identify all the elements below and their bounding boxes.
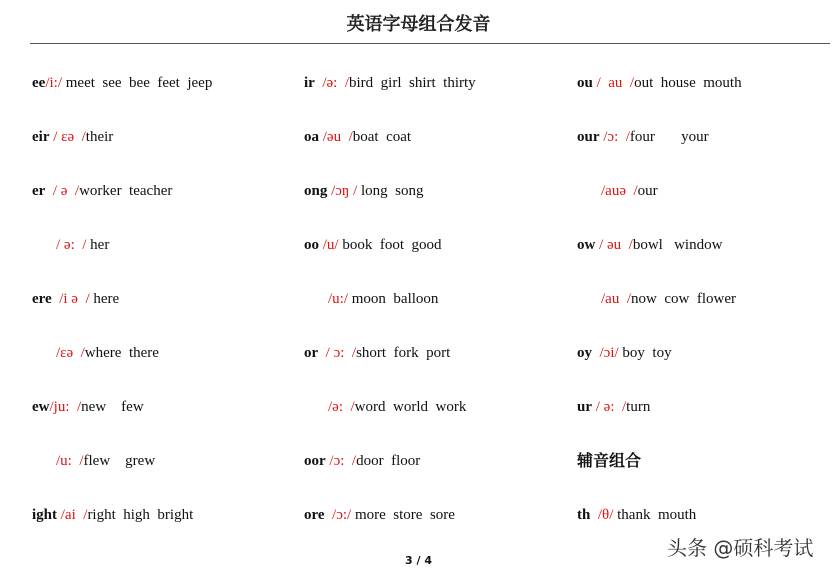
example-words: here <box>89 291 120 307</box>
example-words: now cow flower <box>631 291 736 307</box>
phonics-entry <box>304 235 476 289</box>
example-words: boat coat <box>352 129 412 145</box>
phonics-entry <box>577 181 742 235</box>
letter-combination: ou <box>577 75 593 91</box>
phonetic-symbol: / əu / <box>595 237 633 253</box>
watermark: 头条 @硕科考试 <box>667 536 814 560</box>
phonics-entry <box>32 451 212 505</box>
letter-combination: oor <box>304 453 326 469</box>
phonetic-symbol: /i:/ <box>45 75 62 91</box>
phonetic-symbol: /θ/ <box>590 507 618 523</box>
phonetic-symbol: /ə: / <box>328 399 355 415</box>
example-words: worker teacher <box>79 183 173 199</box>
phonics-entry <box>577 289 742 343</box>
column-2 <box>304 73 476 559</box>
phonetic-symbol: / ɔ: / <box>318 345 357 361</box>
page-number: 3 / 4 <box>405 554 432 567</box>
phonics-entry <box>32 343 212 397</box>
example-words: meet see bee feet jeep <box>62 75 213 91</box>
page-title: 英语字母组合发音 <box>346 14 491 35</box>
example-words: right high bright <box>87 507 194 523</box>
example-words: more store sore <box>354 507 455 523</box>
letter-combination: or <box>304 345 319 361</box>
phonetic-symbol: /əu / <box>319 129 353 145</box>
phonics-entry <box>32 289 212 343</box>
phonics-entry <box>304 451 476 505</box>
phonics-entry <box>577 451 742 505</box>
phonics-entry <box>32 127 212 181</box>
phonetic-symbol: /ai / <box>57 507 88 523</box>
phonetic-symbol: /ɔŋ / <box>327 183 362 199</box>
phonics-entry <box>577 73 742 127</box>
phonics-entry <box>304 73 476 127</box>
example-words: moon balloon <box>351 291 439 307</box>
example-words: new few <box>81 399 144 415</box>
example-words: book foot good <box>342 237 442 253</box>
phonics-entry <box>304 181 476 235</box>
phonics-entry <box>577 127 742 181</box>
phonics-entry <box>577 397 742 451</box>
phonics-entry <box>32 235 212 289</box>
phonics-entry <box>304 397 476 451</box>
phonetic-symbol: /i ə / <box>51 291 90 307</box>
phonetic-symbol: /ɔ: / <box>325 453 357 469</box>
phonics-entry <box>32 397 212 451</box>
letter-combination: ur <box>577 399 592 415</box>
phonetic-symbol: /ɔ: / <box>599 129 630 145</box>
phonics-entry <box>32 505 212 559</box>
letter-combination: eir <box>32 129 50 145</box>
phonics-entry <box>577 235 742 289</box>
letter-combination: oa <box>304 129 319 145</box>
phonetic-symbol: / ɛə / <box>49 129 86 145</box>
letter-combination: er <box>32 183 46 199</box>
phonetic-symbol: / au / <box>592 75 635 91</box>
example-words: bird girl shirt thirty <box>349 75 476 91</box>
section-heading: 辅音组合 <box>577 451 642 470</box>
letter-combination: ow <box>577 237 596 253</box>
example-words: long song <box>361 183 424 199</box>
letter-combination: ore <box>304 507 325 523</box>
letter-combination: ere <box>32 291 52 307</box>
example-words: door floor <box>356 453 421 469</box>
phonics-entry <box>577 343 742 397</box>
phonics-entry <box>32 73 212 127</box>
letter-combination: th <box>577 507 591 523</box>
phonetic-symbol: /ɔ:/ <box>324 507 355 523</box>
letter-combination: our <box>577 129 600 145</box>
example-words: our <box>637 183 658 199</box>
phonetic-symbol: /ɛə / <box>56 345 85 361</box>
phonetic-symbol: /ɔi/ <box>592 345 623 361</box>
phonics-entry <box>304 127 476 181</box>
phonics-entry <box>32 181 212 235</box>
letter-combination: ee <box>32 75 46 91</box>
phonetic-symbol: /u/ <box>319 237 343 253</box>
phonetic-symbol: /ju: / <box>49 399 82 415</box>
example-words: bowl window <box>632 237 723 253</box>
phonics-entry <box>304 289 476 343</box>
example-words: four your <box>629 129 709 145</box>
letter-combination: ight <box>32 507 58 523</box>
example-words: thank mouth <box>617 507 697 523</box>
letter-combination: ew <box>32 399 50 415</box>
example-words: boy toy <box>622 345 672 361</box>
phonics-entry <box>304 343 476 397</box>
divider <box>30 43 830 44</box>
example-words: word world work <box>354 399 467 415</box>
column-1 <box>32 73 212 559</box>
letter-combination: oo <box>304 237 319 253</box>
phonetic-symbol: /u:/ <box>328 291 352 307</box>
letter-combination: ong <box>304 183 328 199</box>
example-words: their <box>85 129 114 145</box>
phonetic-symbol: /au / <box>601 291 631 307</box>
phonetic-symbol: / ə: / <box>592 399 627 415</box>
example-words: turn <box>626 399 651 415</box>
phonetic-symbol: /ə: / <box>314 75 349 91</box>
example-words: out house mouth <box>634 75 742 91</box>
example-words: short fork port <box>356 345 451 361</box>
phonetic-symbol: /auə / <box>601 183 638 199</box>
phonetic-symbol: /u: / <box>56 453 84 469</box>
example-words: where there <box>84 345 159 361</box>
column-3 <box>577 73 742 559</box>
letter-combination: oy <box>577 345 592 361</box>
example-words: flew grew <box>83 453 156 469</box>
example-words: her <box>86 237 110 253</box>
letter-combination: ir <box>304 75 315 91</box>
phonetic-symbol: / ə / <box>45 183 80 199</box>
phonetic-symbol: / ə: / <box>56 237 87 253</box>
phonics-entry <box>304 505 476 559</box>
